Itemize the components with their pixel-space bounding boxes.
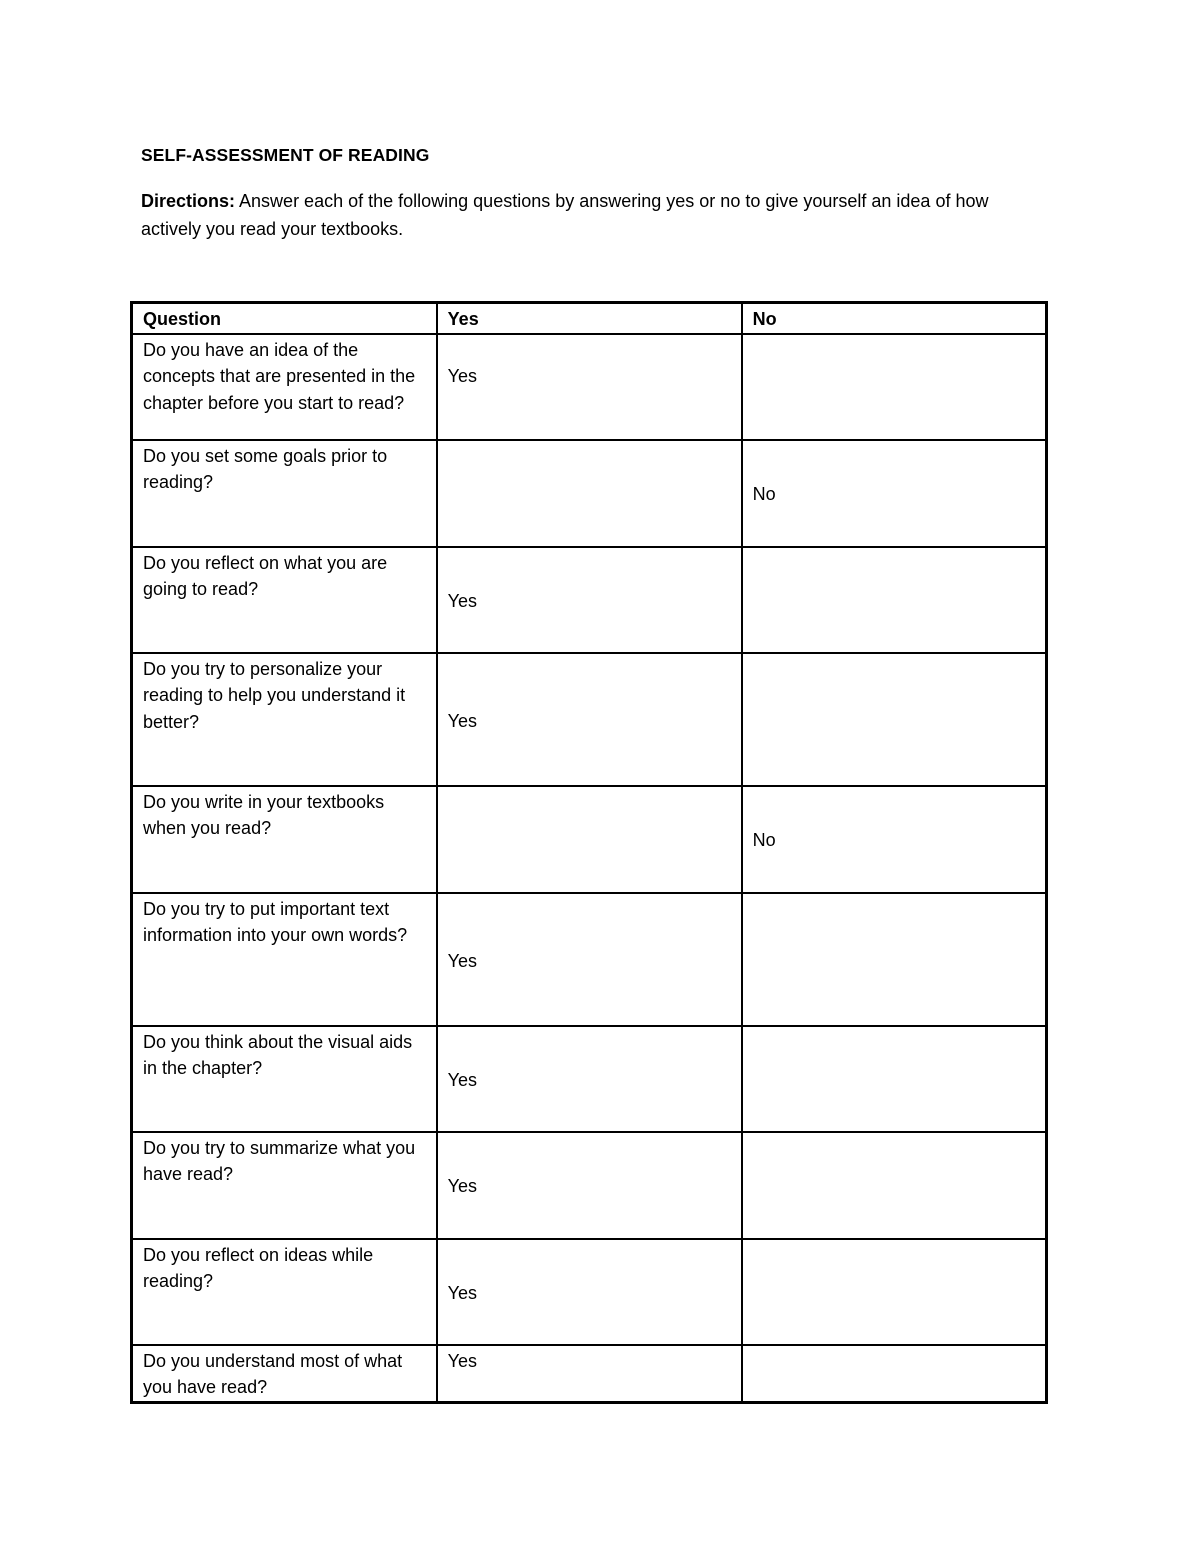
- table-row: [132, 440, 1047, 547]
- question-cell: Do you write in your textbooks when you read?: [132, 786, 437, 893]
- yes-cell: [437, 547, 742, 653]
- no-cell: [742, 547, 1047, 653]
- question-cell: Do you understand most of what you have read?: [132, 1345, 437, 1403]
- no-cell: [742, 1132, 1047, 1239]
- yes-cell: [437, 786, 742, 893]
- yes-cell: [437, 1239, 742, 1345]
- table-row: [132, 653, 1047, 786]
- yes-cell: [437, 1026, 742, 1132]
- question-cell: Do you think about the visual aids in the chapter?: [132, 1026, 437, 1132]
- yes-answer: Yes: [447, 1175, 478, 1196]
- no-cell: [742, 893, 1047, 1026]
- no-answer: No: [752, 829, 776, 850]
- header-yes: Yes: [437, 303, 742, 334]
- no-cell: [742, 1026, 1047, 1132]
- yes-cell: [437, 653, 742, 786]
- table-row: [132, 786, 1047, 893]
- yes-cell: [437, 893, 742, 1026]
- no-cell: [742, 334, 1047, 440]
- no-cell: [742, 1345, 1047, 1403]
- question-cell: Do you try to put important text information into your own words?: [132, 893, 437, 1026]
- question-cell: Do you set some goals prior to reading?: [132, 440, 437, 547]
- no-cell: [742, 440, 1047, 547]
- directions-text: Answer each of the following questions by answering yes or no to give yourself an idea of how actively you read your textbooks.: [141, 191, 989, 239]
- table-row: [132, 547, 1047, 653]
- header-question: Question: [132, 303, 437, 334]
- yes-answer: Yes: [447, 590, 478, 611]
- table-row: [132, 334, 1047, 440]
- no-cell: [742, 1239, 1047, 1345]
- table-row: [132, 1345, 1047, 1403]
- table-header-row: [132, 303, 1047, 334]
- table-row: [132, 1132, 1047, 1239]
- yes-cell: [437, 1345, 742, 1403]
- page-title: SELF-ASSESSMENT OF READING: [141, 145, 430, 165]
- no-answer: No: [752, 483, 776, 504]
- yes-answer: Yes: [447, 1069, 478, 1090]
- no-cell: [742, 653, 1047, 786]
- yes-cell: [437, 334, 742, 440]
- yes-answer: Yes: [447, 365, 478, 386]
- table-row: [132, 893, 1047, 1026]
- directions-paragraph: [141, 187, 1041, 243]
- yes-answer: Yes: [447, 1350, 478, 1371]
- yes-answer: Yes: [447, 1282, 478, 1303]
- header-no: No: [742, 303, 1047, 334]
- self-assessment-table: [130, 301, 1048, 1404]
- yes-cell: [437, 440, 742, 547]
- question-cell: Do you try to personalize your reading to help you understand it better?: [132, 653, 437, 786]
- table-row: [132, 1239, 1047, 1345]
- yes-answer: Yes: [447, 950, 478, 971]
- yes-cell: [437, 1132, 742, 1239]
- question-cell: Do you reflect on what you are going to read?: [132, 547, 437, 653]
- table-row: [132, 1026, 1047, 1132]
- question-cell: Do you try to summarize what you have read?: [132, 1132, 437, 1239]
- yes-answer: Yes: [447, 710, 478, 731]
- question-cell: Do you have an idea of the concepts that are presented in the chapter before you start to read?: [132, 334, 437, 440]
- directions-label: Directions:: [141, 191, 236, 211]
- question-cell: Do you reflect on ideas while reading?: [132, 1239, 437, 1345]
- no-cell: [742, 786, 1047, 893]
